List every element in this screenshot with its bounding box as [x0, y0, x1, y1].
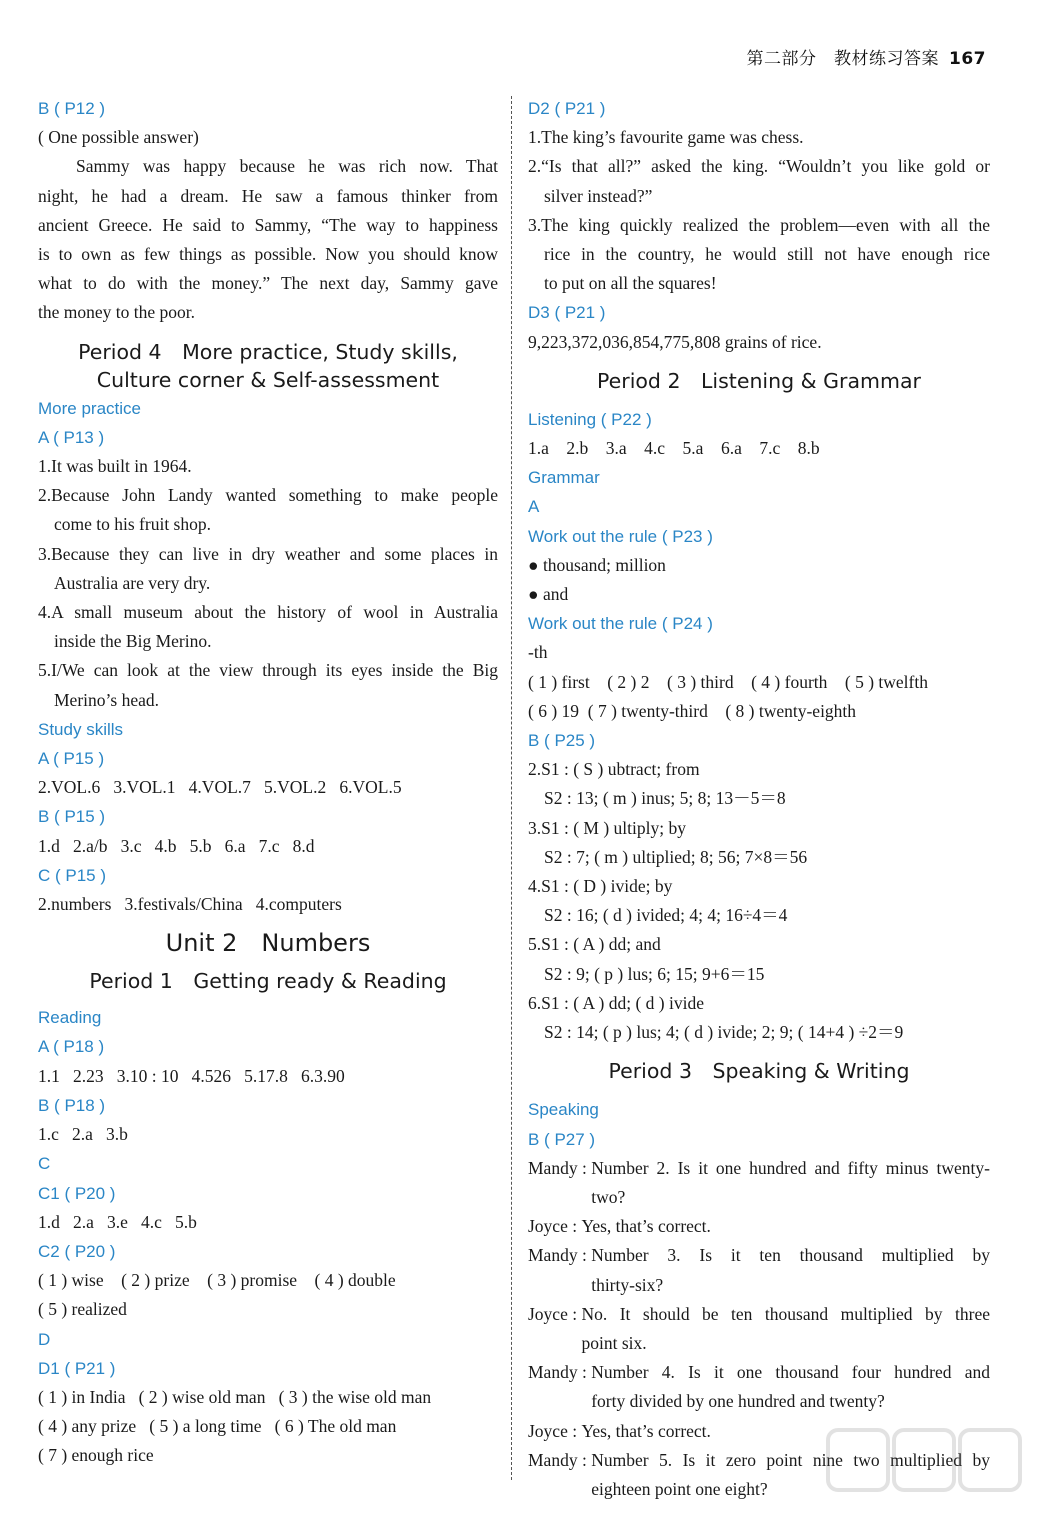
speaker-name: Mandy :	[528, 1245, 592, 1266]
answer-line: S2 : 13; ( m ) inus; 5; 8; 13－5＝8	[544, 788, 786, 809]
dialog-text-line: thirty-six?	[591, 1274, 664, 1295]
answer-line: 4.A small museum about the history of wool in Australia	[38, 602, 498, 623]
section-label: B ( P18 )	[38, 1095, 106, 1115]
speaker-name: Mandy :	[528, 1449, 592, 1470]
section-label: A ( P15 )	[38, 749, 105, 769]
answer-line: 2.Because John Landy wanted something to make people	[38, 485, 498, 506]
section-label: D1 ( P21 )	[38, 1358, 116, 1378]
section-label: A	[528, 497, 540, 517]
period-heading: Culture corner & Self-assessment	[96, 367, 440, 392]
answer-line: ● and	[528, 584, 569, 605]
answer-line: the money to the poor.	[38, 302, 195, 323]
answer-line: ( 1 ) wise ( 2 ) prize ( 3 ) promise ( 4 ) double	[38, 1270, 396, 1291]
speaker-name: Mandy :	[528, 1157, 592, 1178]
dialog-text-line: No. It should be ten thousand multiplied by three	[581, 1303, 990, 1324]
answer-line: ( 1 ) first ( 2 ) 2 ( 3 ) third ( 4 ) fourth ( 5 ) twelfth	[528, 671, 928, 692]
dialog-text	[581, 1212, 990, 1241]
answer-line: Australia are very dry.	[54, 572, 211, 593]
section-label: B ( P25 )	[528, 731, 596, 751]
answer-line: 9,223,372,036,854,775,808 grains of rice.	[528, 331, 822, 352]
answer-line: ( 6 ) 19 ( 7 ) twenty-third ( 8 ) twenty-eighth	[528, 700, 857, 721]
answer-line: ( 4 ) any prize ( 5 ) a long time ( 6 ) The old man	[38, 1416, 397, 1437]
section-label: A ( P18 )	[38, 1037, 105, 1057]
dialog-text	[581, 1300, 990, 1358]
answer-line: 2.“Is that all?” asked the king. “Wouldn’t you like gold or	[528, 156, 990, 177]
answer-line: 1.d 2.a 3.e 4.c 5.b	[38, 1211, 197, 1232]
period-heading: Period 2 Listening & Grammar	[597, 368, 921, 393]
dialog-line	[528, 1358, 990, 1416]
answer-line: ( 1 ) in India ( 2 ) wise old man ( 3 ) the wise old man	[38, 1386, 432, 1407]
answer-line: 5.S1 : ( A ) dd; and	[528, 934, 661, 955]
answer-line: rice in the country, he would still not have enough rice	[544, 244, 990, 265]
speaker-name: Joyce :	[528, 1216, 582, 1237]
section-label: Speaking	[528, 1100, 599, 1120]
answer-line: what to do with the money.” The next day, Sammy gave	[38, 273, 498, 294]
dialog-line	[528, 1300, 990, 1358]
dialog-text-line: forty divided by one hundred and twenty?	[591, 1391, 885, 1412]
section-label: D2 ( P21 )	[528, 99, 606, 118]
dialog-text-line: Number 3. Is it ten thousand multiplied by	[591, 1245, 990, 1266]
answer-line: ( One possible answer)	[38, 127, 199, 148]
answer-line: night, he had a dream. He saw a famous thinker from	[38, 185, 498, 206]
period-heading: Period 1 Getting ready & Reading	[89, 969, 447, 994]
dialog-line	[528, 1154, 990, 1212]
answer-line: ( 5 ) realized	[38, 1299, 127, 1320]
watermark-logo	[818, 1420, 1028, 1530]
section-label: Reading	[38, 1008, 102, 1028]
answer-line: 1.c 2.a 3.b	[38, 1124, 128, 1145]
answer-line: 4.S1 : ( D ) ivide; by	[528, 876, 673, 897]
section-label: More practice	[38, 398, 141, 418]
answer-line: silver instead?”	[544, 185, 653, 206]
answer-line: -th	[528, 642, 548, 663]
dialog-text-line: Yes, that’s correct.	[581, 1216, 711, 1237]
answer-line: ancient Greece. He said to Sammy, “The way to happiness	[38, 214, 498, 235]
section-label: C	[38, 1154, 51, 1174]
section-label: C ( P15 )	[38, 865, 107, 885]
answer-line: ● thousand; million	[528, 554, 666, 575]
answer-line: 3.Because they can live in dry weather and some places in	[38, 543, 498, 564]
dialog-text-line: point six.	[581, 1332, 647, 1353]
dialog-text-line: Number 5. Is it zero point nine two multiplied by	[591, 1449, 990, 1470]
dialog-text-line: eighteen point one eight?	[591, 1478, 768, 1499]
section-label: Work out the rule ( P23 )	[528, 526, 713, 546]
section-label: C1 ( P20 )	[38, 1183, 116, 1203]
answer-line: S2 : 7; ( m ) ultiplied; 8; 56; 7×8＝56	[544, 846, 808, 867]
answer-line: ( 7 ) enough rice	[38, 1445, 154, 1466]
dialog-line	[528, 1241, 990, 1299]
unit-heading: Unit 2 Numbers	[165, 929, 371, 958]
answer-line: 1.The king’s favourite game was chess.	[528, 127, 804, 148]
answer-line: S2 : 16; ( d ) ivided; 4; 4; 16÷4＝4	[544, 905, 788, 926]
answer-line: 2.VOL.6 3.VOL.1 4.VOL.7 5.VOL.2 6.VOL.5	[38, 777, 402, 798]
answer-line: 1.1 2.23 3.10 : 10 4.526 5.17.8 6.3.90	[38, 1065, 345, 1086]
section-label: B ( P27 )	[528, 1129, 596, 1149]
section-label: D3 ( P21 )	[528, 303, 606, 323]
answer-line: 5.I/We can look at the view through its eyes inside the Big	[38, 660, 498, 681]
section-label: A ( P13 )	[38, 427, 105, 447]
answer-line: 3.S1 : ( M ) ultiply; by	[528, 817, 686, 838]
answer-line: Merino’s head.	[54, 689, 159, 710]
answer-line: 3.The king quickly realized the problem—even with all the	[528, 214, 990, 235]
page-header	[747, 44, 987, 69]
speaker-name: Mandy :	[528, 1362, 592, 1383]
section-label: Work out the rule ( P24 )	[528, 614, 713, 634]
period-heading: Period 4 More practice, Study skills,	[78, 339, 458, 364]
answer-line: 1.d 2.a/b 3.c 4.b 5.b 6.a 7.c 8.d	[38, 835, 315, 856]
section-title: 第二部分 教材练习答案	[746, 49, 939, 69]
answer-line: is to own as few things as possible. Now you should know	[38, 244, 498, 265]
page-number: 167	[949, 49, 986, 69]
column-divider	[511, 96, 512, 1480]
answer-line: to put on all the squares!	[544, 273, 717, 294]
answer-line: 1.a 2.b 3.a 4.c 5.a 6.a 7.c 8.b	[528, 438, 820, 459]
answer-line: 6.S1 : ( A ) dd; ( d ) ivide	[528, 992, 704, 1013]
left-column	[38, 94, 498, 1471]
answer-line: S2 : 14; ( p ) lus; 4; ( d ) ivide; 2; 9; ( 14+4 ) ÷2＝9	[544, 1022, 904, 1043]
dialog-text	[591, 1358, 990, 1416]
dialog-text	[591, 1154, 990, 1212]
answer-line: come to his fruit shop.	[54, 514, 211, 535]
dialog-line	[528, 1212, 990, 1241]
section-label: B ( P12 )	[38, 99, 106, 118]
dialog-text-line: Yes, that’s correct.	[581, 1420, 711, 1441]
section-label: B ( P15 )	[38, 807, 106, 827]
right-column	[528, 94, 990, 1504]
answer-line: inside the Big Merino.	[54, 631, 212, 652]
answer-line: Sammy was happy because he was rich now. That	[76, 156, 498, 177]
dialog-text-line: Number 4. Is it one thousand four hundred and	[591, 1362, 990, 1383]
section-label: Grammar	[528, 468, 600, 488]
dialog-text	[591, 1241, 990, 1299]
answer-line: 2.numbers 3.festivals/China 4.computers	[38, 894, 342, 915]
speaker-name: Joyce :	[528, 1420, 582, 1441]
section-label: D	[38, 1329, 51, 1349]
answer-line: S2 : 9; ( p ) lus; 6; 15; 9+6＝15	[544, 963, 765, 984]
speaker-name: Joyce :	[528, 1303, 582, 1324]
answer-line: 1.It was built in 1964.	[38, 456, 192, 477]
dialog-text-line: Number 2. Is it one hundred and fifty minus twenty-two?	[591, 1157, 990, 1207]
section-label: Listening ( P22 )	[528, 409, 652, 429]
period-heading: Period 3 Speaking & Writing	[608, 1059, 910, 1084]
answer-line: 2.S1 : ( S ) ubtract; from	[528, 759, 700, 780]
section-label: C2 ( P20 )	[38, 1241, 116, 1261]
section-label: Study skills	[38, 719, 124, 739]
